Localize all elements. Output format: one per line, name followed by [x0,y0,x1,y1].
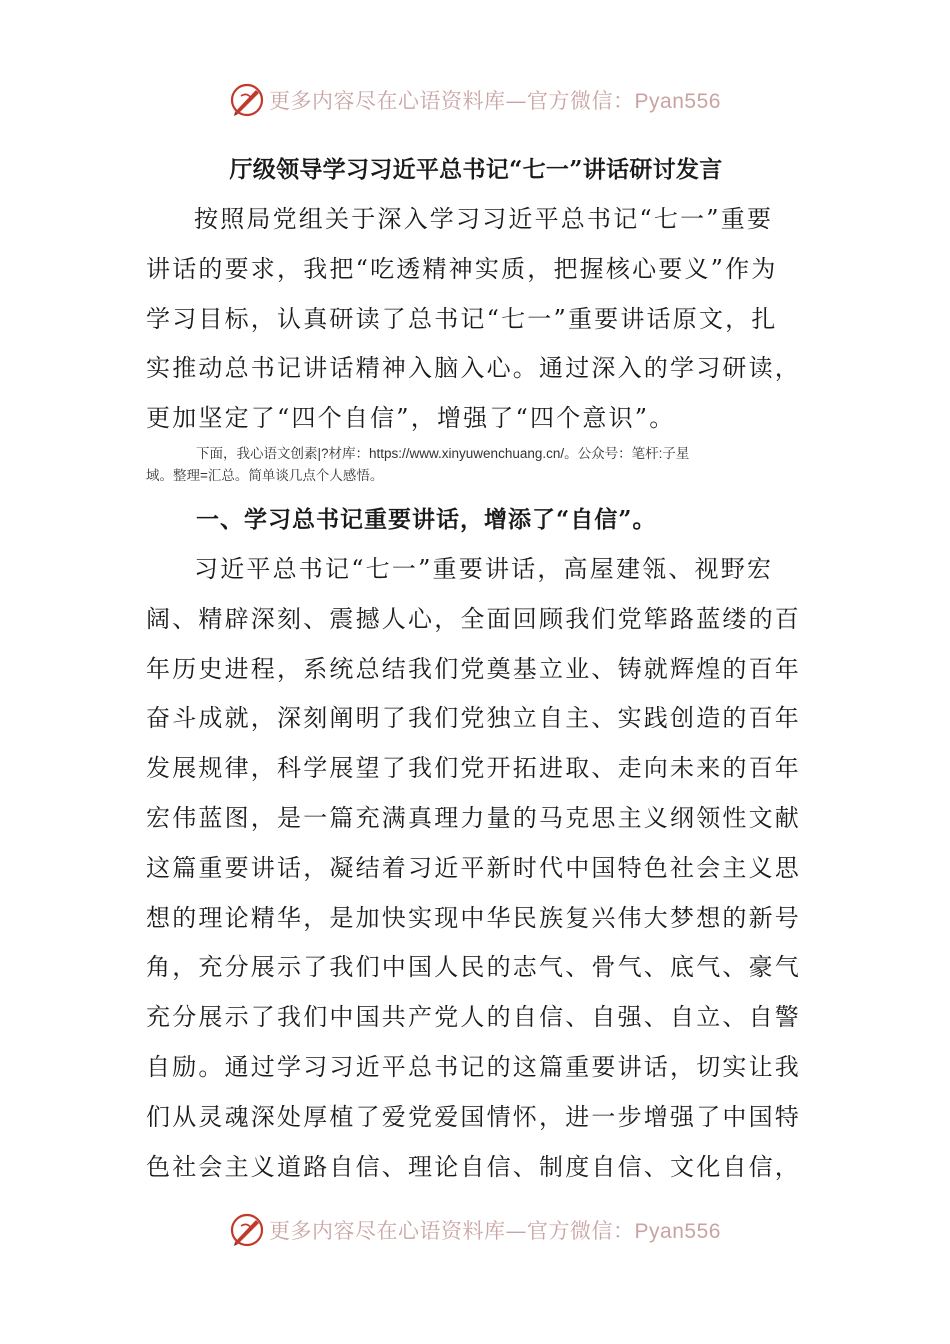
section-heading: 一、学习总书记重要讲话，增添了“自信”。 [196,506,657,533]
banner-handle: Pyan556 [634,1220,721,1243]
text-line: 习近平总书记“七一”重要讲话，高屋建瓴、视野宏 [194,555,774,583]
text-line: 色社会主义道路自信、理论自信、制度自信、文化自信， [146,1152,801,1181]
text-line: 宏伟蓝图，是一篇充满真理力量的马克思主义纲领性文献 [146,803,801,832]
note-line: 域。整理=汇总。简单谈几点个人感悟。 [146,468,384,483]
note-line: 下面，我心语文创素|?材库：https://www.xinyuwenchuang.cn/。公众号：笔杆:子星 [196,446,690,461]
text-line: 年历史进程，系统总结我们党奠基立业、铸就辉煌的百年 [146,654,801,683]
text-line: 这篇重要讲话，凝结着习近平新时代中国特色社会主义思 [146,853,801,882]
header-banner [0,80,950,120]
banner-text [269,1215,721,1245]
text-line: 学习目标，认真研读了总书记“七一”重要讲话原文，扎 [146,304,778,333]
text-line: 实推动总书记讲话精神入脑入心。通过深入的学习研读， [146,354,801,383]
pen-logo-icon [229,82,265,118]
text-line: 自励。通过学习习近平总书记的这篇重要讲话，切实让我 [146,1052,801,1081]
source-note [146,443,808,487]
text-line: 更加坚定了“四个自信”，增强了“四个意识”。 [146,404,676,433]
banner-handle: Pyan556 [634,90,721,113]
text-line: 讲话的要求，我把“吃透精神实质，把握核心要义”作为 [146,254,778,283]
banner-label: 更多内容尽在心语资料库—官方微信： [269,89,635,113]
text-line: 想的理论精华，是加快实现中华民族复兴伟大梦想的新号 [146,903,801,932]
text-line: 们从灵魂深处厚植了爱党爱国情怀，进一步增强了中国特 [146,1102,801,1131]
text-line: 充分展示了我们中国共产党人的自信、自强、自立、自警 [146,1003,801,1032]
document-title: 厅级领导学习习近平总书记“七一”讲话研讨发言 [229,156,723,183]
banner-text [269,85,721,115]
text-line: 按照局党组关于深入学习习近平总书记“七一”重要 [194,205,774,233]
text-line: 发展规律，科学展望了我们党开拓进取、走向未来的百年 [146,754,801,783]
intro-paragraph [146,195,806,444]
pen-logo-icon [229,1212,265,1248]
footer-banner [0,1210,950,1250]
section-paragraph [146,545,806,1192]
text-line: 角，充分展示了我们中国人民的志气、骨气、底气、豪气 [146,953,801,982]
text-line: 奋斗成就，深刻阐明了我们党独立自主、实践创造的百年 [146,704,801,733]
banner-label: 更多内容尽在心语资料库—官方微信： [269,1219,635,1243]
text-line: 阔、精辟深刻、震撼人心，全面回顾我们党筚路蓝缕的百 [146,604,801,633]
